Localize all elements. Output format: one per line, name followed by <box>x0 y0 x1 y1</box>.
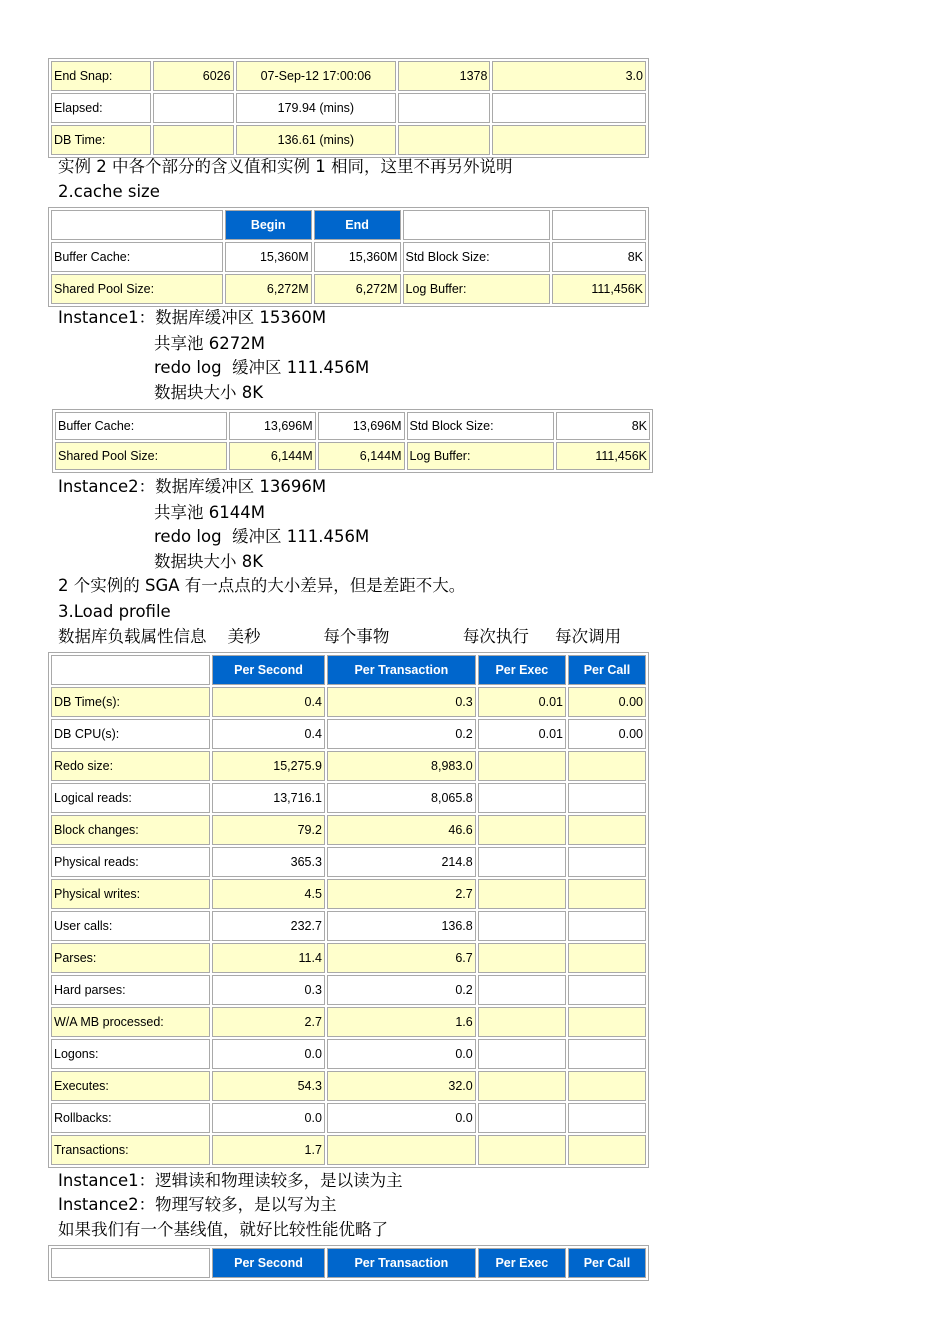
table-cell: 2.7 <box>327 879 476 909</box>
table-cell: 0.0 <box>212 1103 325 1133</box>
table-cell: 0.2 <box>327 719 476 749</box>
table-cell: Std Block Size: <box>403 242 551 272</box>
instance1-summary-line3: redo log 缓冲区 111.456M <box>154 358 370 377</box>
sga-note: 2 个实例的 SGA 有一点点的大小差异，但是差距不大。 <box>58 576 466 595</box>
table-row <box>51 719 646 749</box>
table-cell: 79.2 <box>212 815 325 845</box>
table-row <box>51 879 646 909</box>
table-cell <box>568 1103 646 1133</box>
table-cell: 13,696M <box>318 412 405 440</box>
table-row <box>51 1135 646 1165</box>
table-row <box>51 687 646 717</box>
table-cell: 0.4 <box>212 719 325 749</box>
conclusion-instance2: Instance2：物理写较多，是以写为主 <box>58 1195 337 1214</box>
table-row <box>55 412 650 440</box>
table-header-row <box>51 210 646 240</box>
load-profile-table-instance2 <box>48 1245 649 1281</box>
table-cell: 6.7 <box>327 943 476 973</box>
table-cell: Log Buffer: <box>403 274 551 304</box>
table-cell <box>568 1007 646 1037</box>
table-cell: Buffer Cache: <box>51 242 223 272</box>
table-header-cell: Per Call <box>568 1248 646 1278</box>
table-row <box>51 943 646 973</box>
table-header-cell: Per Second <box>212 1248 325 1278</box>
table-cell: Block changes: <box>51 815 210 845</box>
table-cell <box>478 1039 566 1069</box>
table-cell: 8,983.0 <box>327 751 476 781</box>
table-row <box>51 242 646 272</box>
table-cell: 54.3 <box>212 1071 325 1101</box>
table-cell: 1378 <box>398 61 490 91</box>
instance1-summary-line2: 共享池 6272M <box>154 334 265 353</box>
table-cell <box>568 815 646 845</box>
table-header-cell: Per Exec <box>478 655 566 685</box>
table-cell <box>478 975 566 1005</box>
table-cell <box>398 125 490 155</box>
table-row <box>51 815 646 845</box>
table-row <box>51 1071 646 1101</box>
table-cell: 3.0 <box>492 61 646 91</box>
table-cell: DB Time: <box>51 125 151 155</box>
instance2-summary-line2: 共享池 6144M <box>154 503 265 522</box>
cache-size-table-instance2 <box>52 409 653 473</box>
table-cell <box>568 751 646 781</box>
table-cell <box>568 879 646 909</box>
table-cell <box>398 93 490 123</box>
table-cell <box>478 751 566 781</box>
table-cell: 6,272M <box>225 274 312 304</box>
section-heading-cache-size: 2.cache size <box>58 182 160 201</box>
table-cell <box>478 783 566 813</box>
table-header-cell <box>552 210 646 240</box>
table-cell: Shared Pool Size: <box>55 442 227 470</box>
table-cell: 111,456K <box>552 274 646 304</box>
table-cell: 0.0 <box>327 1103 476 1133</box>
conclusion-instance1: Instance1：逻辑读和物理读较多，是以读为主 <box>58 1171 403 1190</box>
table-cell: 111,456K <box>556 442 650 470</box>
table-cell: 136.61 (mins) <box>236 125 397 155</box>
section-heading-load-profile: 3.Load profile <box>58 602 171 621</box>
table-cell <box>568 1135 646 1165</box>
table-cell: 13,716.1 <box>212 783 325 813</box>
table-cell: W/A MB processed: <box>51 1007 210 1037</box>
table-cell: Elapsed: <box>51 93 151 123</box>
table-cell <box>478 1071 566 1101</box>
table-row <box>51 1103 646 1133</box>
load-profile-table <box>48 652 649 1168</box>
table-cell <box>568 943 646 973</box>
table-cell <box>153 125 233 155</box>
table-cell <box>568 911 646 941</box>
table-cell <box>568 975 646 1005</box>
table-row <box>51 847 646 877</box>
table-cell: 0.4 <box>212 687 325 717</box>
table-cell <box>568 1071 646 1101</box>
table-cell: 0.3 <box>212 975 325 1005</box>
table-cell: 4.5 <box>212 879 325 909</box>
table-cell <box>153 93 233 123</box>
table-cell: 13,696M <box>229 412 316 440</box>
table-cell <box>492 93 646 123</box>
table-cell: 6,144M <box>229 442 316 470</box>
table-cell: 214.8 <box>327 847 476 877</box>
table-cell: Redo size: <box>51 751 210 781</box>
table-cell <box>478 879 566 909</box>
table-cell: Buffer Cache: <box>55 412 227 440</box>
table-header-cell <box>51 1248 210 1278</box>
table-cell: 32.0 <box>327 1071 476 1101</box>
table-row <box>55 442 650 470</box>
table-row <box>51 911 646 941</box>
table-cell <box>478 815 566 845</box>
snapshot-table <box>48 58 649 158</box>
table-cell: 0.3 <box>327 687 476 717</box>
table-cell: Physical reads: <box>51 847 210 877</box>
table-header-cell: Per Transaction <box>327 655 476 685</box>
table-header-cell: Per Second <box>212 655 325 685</box>
table-header-cell: Begin <box>225 210 312 240</box>
table-header-cell <box>403 210 551 240</box>
table-cell: Shared Pool Size: <box>51 274 223 304</box>
table-cell: DB CPU(s): <box>51 719 210 749</box>
table-cell: 15,275.9 <box>212 751 325 781</box>
table-cell: Executes: <box>51 1071 210 1101</box>
table-cell <box>568 847 646 877</box>
table-cell <box>568 1039 646 1069</box>
table-cell: 2.7 <box>212 1007 325 1037</box>
table-cell: 6,144M <box>318 442 405 470</box>
table-cell: User calls: <box>51 911 210 941</box>
table-cell: 0.00 <box>568 687 646 717</box>
table-row <box>51 783 646 813</box>
table-cell: 0.0 <box>327 1039 476 1069</box>
instance2-summary-line1: Instance2：数据库缓冲区 13696M <box>58 477 327 496</box>
table-cell: DB Time(s): <box>51 687 210 717</box>
table-cell: 8,065.8 <box>327 783 476 813</box>
table-cell: 8K <box>552 242 646 272</box>
table-cell: 0.01 <box>478 719 566 749</box>
table-cell <box>478 1007 566 1037</box>
table-cell: 46.6 <box>327 815 476 845</box>
table-row <box>51 1007 646 1037</box>
table-cell: Logons: <box>51 1039 210 1069</box>
table-header-cell <box>51 210 223 240</box>
table-cell: 179.94 (mins) <box>236 93 397 123</box>
baseline-note: 如果我们有一个基线值，就好比较性能优略了 <box>58 1220 388 1239</box>
table-header-cell: End <box>314 210 401 240</box>
table-row <box>51 751 646 781</box>
table-cell <box>478 943 566 973</box>
table-cell: Rollbacks: <box>51 1103 210 1133</box>
instance1-summary-line1: Instance1：数据库缓冲区 15360M <box>58 308 327 327</box>
table-header-row <box>51 1248 646 1278</box>
note-text: 实例 2 中各个部分的含义值和实例 1 相同，这里不再另外说明 <box>58 157 513 176</box>
table-cell: 0.00 <box>568 719 646 749</box>
instance2-summary-line3: redo log 缓冲区 111.456M <box>154 527 370 546</box>
table-cell: 6,272M <box>314 274 401 304</box>
table-cell <box>568 783 646 813</box>
table-cell: Std Block Size: <box>407 412 555 440</box>
table-cell: 07-Sep-12 17:00:06 <box>236 61 397 91</box>
table-cell <box>478 847 566 877</box>
table-cell: 6026 <box>153 61 233 91</box>
table-cell: 1.6 <box>327 1007 476 1037</box>
table-header-cell: Per Exec <box>478 1248 566 1278</box>
table-cell: End Snap: <box>51 61 151 91</box>
table-row <box>51 61 646 91</box>
table-cell: 11.4 <box>212 943 325 973</box>
table-row <box>51 975 646 1005</box>
instance2-summary-line4: 数据块大小 8K <box>154 552 264 571</box>
table-header-cell <box>51 655 210 685</box>
table-cell <box>478 911 566 941</box>
table-cell: 15,360M <box>225 242 312 272</box>
load-profile-heading: 数据库负载属性信息 美秒 每个事物 每次执行 每次调用 <box>58 627 622 646</box>
table-cell: Log Buffer: <box>407 442 555 470</box>
table-cell <box>327 1135 476 1165</box>
table-cell: Logical reads: <box>51 783 210 813</box>
table-cell: 8K <box>556 412 650 440</box>
table-cell: 1.7 <box>212 1135 325 1165</box>
table-cell: 136.8 <box>327 911 476 941</box>
table-cell: 15,360M <box>314 242 401 272</box>
table-cell: Physical writes: <box>51 879 210 909</box>
instance1-summary-line4: 数据块大小 8K <box>154 383 264 402</box>
table-row <box>51 274 646 304</box>
table-header-cell: Per Transaction <box>327 1248 476 1278</box>
table-cell: 0.0 <box>212 1039 325 1069</box>
table-row <box>51 125 646 155</box>
table-cell: 0.01 <box>478 687 566 717</box>
table-cell: Parses: <box>51 943 210 973</box>
table-cell <box>492 125 646 155</box>
table-row <box>51 1039 646 1069</box>
table-cell: 0.2 <box>327 975 476 1005</box>
cache-size-table-instance1 <box>48 207 649 307</box>
table-cell <box>478 1103 566 1133</box>
table-row <box>51 93 646 123</box>
table-header-cell: Per Call <box>568 655 646 685</box>
table-cell: 365.3 <box>212 847 325 877</box>
table-cell: 232.7 <box>212 911 325 941</box>
table-cell <box>478 1135 566 1165</box>
table-cell: Transactions: <box>51 1135 210 1165</box>
table-header-row <box>51 655 646 685</box>
table-cell: Hard parses: <box>51 975 210 1005</box>
